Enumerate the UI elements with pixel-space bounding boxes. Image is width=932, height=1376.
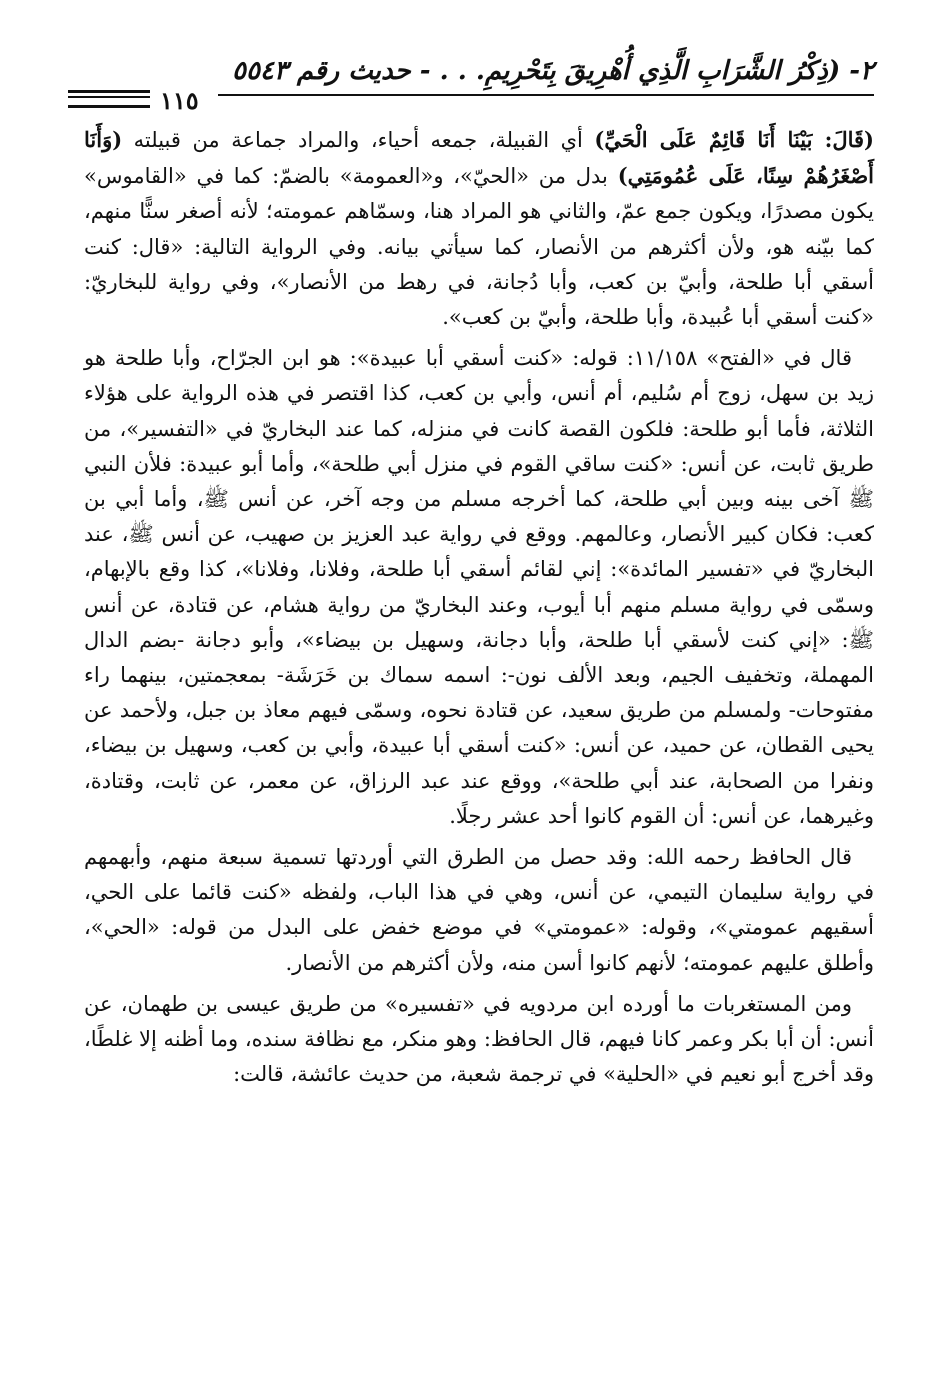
page-number-rule [68, 90, 150, 108]
header-rule [218, 94, 874, 96]
paragraph [84, 122, 874, 335]
commentary-text: أي القبيلة، جمعه أحياء، والمراد جماعة من قبيلته [122, 128, 595, 152]
commentary-text: بدل من «الحيّ»، و«العمومة» بالضمّ: كما في «القاموس» يكون مصدرًا، ويكون جمع عمّ، والثاني هو المراد هنا، وسمّاهم عمومته؛ لأنه أصغر سنًّا منهم، كما بيّنه هو، ولأن أكثرهم من الأنصار، كما سيأتي بيانه. وفي الرواية التالية: «قال: كنت أسقي أبا طلحة، وأبيّ بن كعب، وأبا دُجانة، في رهط من الأنصار»، وفي رواية للبخاريّ: «كنت أسقي أبا عُبيدة، وأبا طلحة، وأبيّ بن كعب». [84, 164, 874, 330]
page-header [68, 52, 874, 115]
hadith-quote: (وَأَنَا أَصْغَرُهُمْ سِنًا، عَلَى عُمُومَتِي) [84, 127, 874, 189]
paragraph: قال الحافظ رحمه الله: وقد حصل من الطرق التي أوردتها تسمية سبعة منهم، وأبهمهم في رواية سليمان التيمي، عن أنس، وهي في هذا الباب، ولفظه «كنت قائما على الحي، أسقيهم عمومتي»، وقوله: «عمومتي» في موضع خفض على البدل من قوله: «الحي»، وأطلق عليهم عمومته؛ لأنهم كانوا أسن منه، ولأن أكثرهم من الأنصار. [84, 845, 874, 975]
paragraph: ومن المستغربات ما أورده ابن مردويه في «تفسيره» من طريق عيسى بن طهمان، عن أنس: أن أبا بكر وعمر كانا فيهم، قال الحافظ: وهو منكر، مع نظافة سنده، وما أظنه إلا غلطًا، وقد أخرج أبو نعيم في «الحلية» في ترجمة شعبة، من حديث عائشة، قالت: [84, 991, 874, 1087]
paragraph: قال في «الفتح» ١١/١٥٨: قوله: «كنت أسقي أبا عبيدة»: هو ابن الجرّاح، وأبا طلحة هو زيد بن سهل، زوج أم سُليم، أم أنس، وأبي بن كعب، كذا اقتصر في هذه الرواية على هؤلاء الثلاثة، فأما أبو طلحة: فلكون القصة كانت في منزله، كما عند البخاريّ في «التفسير»، من طريق ثابت، عن أنس: «كنت ساقي القوم في منزل أبي طلحة»، وأما أبو عبيدة: فلأن النبي ﷺ آخى بينه وبين أبي طلحة، كما أخرجه مسلم من وجه آخر، عن أنس ﷺ، وأما أبي بن كعب: فكان كبير الأنصار، وعالمهم. ووقع في رواية عبد العزيز بن صهيب، عن أنس ﷺ، عند البخاريّ في «تفسير المائدة»: إني لقائم أسقي أبا طلحة، وفلانا، وفلانا»، كذا وقع بالإبهام، وسمّى في رواية مسلم منهم أبا أيوب، وعند البخاريّ من رواية هشام، عن قتادة، عن أنس ﷺ: «إني كنت لأسقي أبا طلحة، وأبا دجانة، وسهيل بن بيضاء»، وأبو دجانة -بضم الدال المهملة، وتخفيف الجيم، وبعد الألف نون-: اسمه سماك بن خَرَشَة- بمعجمتين، بينهما راء مفتوحات- ولمسلم من طريق سعيد، عن قتادة نحوه، وسمّى فيهم معاذ بن جبل، ولأحمد عن يحيى القطان، عن حميد، عن أنس: «كنت أسقي أبا عبيدة، وأبي بن كعب، وسهيل بن بيضاء، ونفرا من الصحابة، عند أبي طلحة»، ووقع عند عبد الرزاق، عن معمر، عن ثابت، وقتادة، وغيرهما، عن أنس: أن القوم كانوا أحد عشر رجلًا. [84, 346, 874, 828]
page-body [84, 122, 874, 1098]
hadith-quote: (قَالَ: بَيْنَا أَنَا قَائِمٌ عَلَى الْحَيِّ) [594, 127, 874, 152]
page-number: ١١٥ [160, 86, 199, 115]
chapter-title: ٢- (ذِكْرُ الشَّرَابِ الَّذِي أُهْرِيقَ بِتَحْرِيمِ. . . - حديث رقم ٥٥٤٣ [232, 56, 874, 86]
